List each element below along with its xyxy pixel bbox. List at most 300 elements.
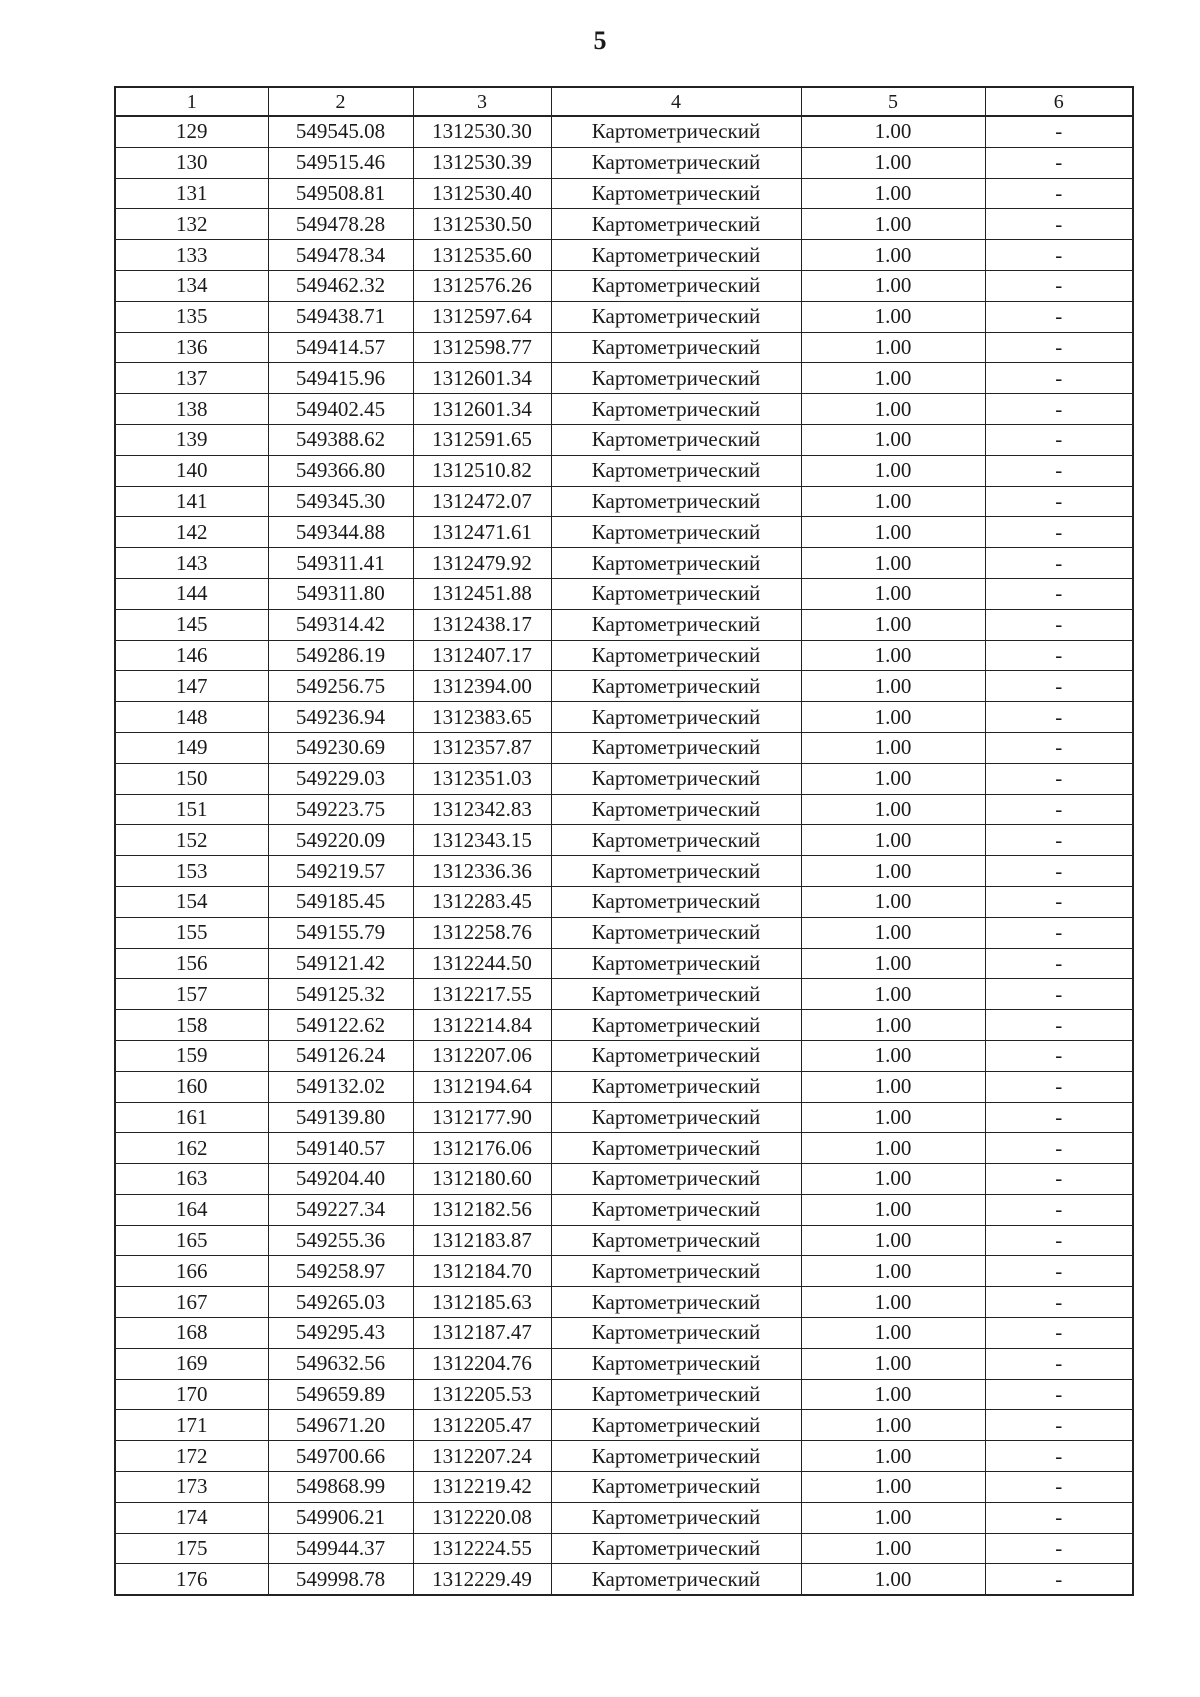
table-row [115,763,1133,794]
accuracy-cell: 1.00 [801,578,985,609]
point-number-cell: 152 [115,825,268,856]
x-coordinate-cell: 549255.36 [268,1225,413,1256]
point-number-cell: 154 [115,886,268,917]
note-cell: - [985,178,1133,209]
note-cell: - [985,732,1133,763]
method-cell: Картометрический [551,1133,801,1164]
note-cell: - [985,147,1133,178]
table-row [115,609,1133,640]
note-cell: - [985,1564,1133,1595]
y-coordinate-cell: 1312479.92 [413,548,551,579]
y-coordinate-cell: 1312219.42 [413,1472,551,1503]
x-coordinate-cell: 549219.57 [268,856,413,887]
x-coordinate-cell: 549121.42 [268,948,413,979]
note-cell: - [985,455,1133,486]
y-coordinate-cell: 1312357.87 [413,732,551,763]
note-cell: - [985,578,1133,609]
y-coordinate-cell: 1312229.49 [413,1564,551,1595]
accuracy-cell: 1.00 [801,147,985,178]
x-coordinate-cell: 549388.62 [268,424,413,455]
method-cell: Картометрический [551,979,801,1010]
table-row [115,886,1133,917]
accuracy-cell: 1.00 [801,363,985,394]
y-coordinate-cell: 1312530.39 [413,147,551,178]
x-coordinate-cell: 549256.75 [268,671,413,702]
table-row [115,732,1133,763]
point-number-cell: 157 [115,979,268,1010]
coordinates-table [114,86,1134,1596]
x-coordinate-cell: 549265.03 [268,1287,413,1318]
method-cell: Картометрический [551,1379,801,1410]
accuracy-cell: 1.00 [801,1441,985,1472]
point-number-cell: 164 [115,1194,268,1225]
method-cell: Картометрический [551,1348,801,1379]
y-coordinate-cell: 1312510.82 [413,455,551,486]
accuracy-cell: 1.00 [801,702,985,733]
note-cell: - [985,609,1133,640]
x-coordinate-cell: 549185.45 [268,886,413,917]
method-cell: Картометрический [551,794,801,825]
x-coordinate-cell: 549223.75 [268,794,413,825]
table-row [115,548,1133,579]
x-coordinate-cell: 549438.71 [268,301,413,332]
accuracy-cell: 1.00 [801,209,985,240]
column-header: 3 [413,87,551,116]
column-header: 6 [985,87,1133,116]
table-row [115,1472,1133,1503]
method-cell: Картометрический [551,825,801,856]
accuracy-cell: 1.00 [801,332,985,363]
x-coordinate-cell: 549478.28 [268,209,413,240]
table-row [115,363,1133,394]
y-coordinate-cell: 1312214.84 [413,1010,551,1041]
table-row [115,1318,1133,1349]
x-coordinate-cell: 549545.08 [268,116,413,147]
x-coordinate-cell: 549126.24 [268,1040,413,1071]
table-row [115,1410,1133,1441]
y-coordinate-cell: 1312438.17 [413,609,551,640]
y-coordinate-cell: 1312184.70 [413,1256,551,1287]
accuracy-cell: 1.00 [801,609,985,640]
method-cell: Картометрический [551,332,801,363]
accuracy-cell: 1.00 [801,979,985,1010]
note-cell: - [985,548,1133,579]
point-number-cell: 166 [115,1256,268,1287]
table-row [115,917,1133,948]
method-cell: Картометрический [551,209,801,240]
point-number-cell: 158 [115,1010,268,1041]
point-number-cell: 168 [115,1318,268,1349]
x-coordinate-cell: 549230.69 [268,732,413,763]
method-cell: Картометрический [551,1194,801,1225]
method-cell: Картометрический [551,732,801,763]
y-coordinate-cell: 1312205.53 [413,1379,551,1410]
y-coordinate-cell: 1312351.03 [413,763,551,794]
y-coordinate-cell: 1312176.06 [413,1133,551,1164]
x-coordinate-cell: 549125.32 [268,979,413,1010]
x-coordinate-cell: 549220.09 [268,825,413,856]
column-header: 2 [268,87,413,116]
note-cell: - [985,1318,1133,1349]
x-coordinate-cell: 549402.45 [268,394,413,425]
table-row [115,147,1133,178]
y-coordinate-cell: 1312394.00 [413,671,551,702]
note-cell: - [985,209,1133,240]
table-row [115,394,1133,425]
point-number-cell: 170 [115,1379,268,1410]
method-cell: Картометрический [551,301,801,332]
table-row [115,1164,1133,1195]
accuracy-cell: 1.00 [801,948,985,979]
accuracy-cell: 1.00 [801,548,985,579]
method-cell: Картометрический [551,1102,801,1133]
y-coordinate-cell: 1312601.34 [413,363,551,394]
method-cell: Картометрический [551,1256,801,1287]
table-row [115,1256,1133,1287]
accuracy-cell: 1.00 [801,886,985,917]
note-cell: - [985,1410,1133,1441]
x-coordinate-cell: 549122.62 [268,1010,413,1041]
x-coordinate-cell: 549155.79 [268,917,413,948]
table-row [115,1194,1133,1225]
point-number-cell: 140 [115,455,268,486]
note-cell: - [985,1040,1133,1071]
y-coordinate-cell: 1312601.34 [413,394,551,425]
note-cell: - [985,240,1133,271]
x-coordinate-cell: 549462.32 [268,270,413,301]
point-number-cell: 169 [115,1348,268,1379]
note-cell: - [985,1071,1133,1102]
accuracy-cell: 1.00 [801,732,985,763]
y-coordinate-cell: 1312342.83 [413,794,551,825]
table-row [115,1040,1133,1071]
note-cell: - [985,886,1133,917]
point-number-cell: 149 [115,732,268,763]
accuracy-cell: 1.00 [801,394,985,425]
point-number-cell: 135 [115,301,268,332]
y-coordinate-cell: 1312244.50 [413,948,551,979]
note-cell: - [985,1379,1133,1410]
y-coordinate-cell: 1312207.06 [413,1040,551,1071]
note-cell: - [985,917,1133,948]
note-cell: - [985,856,1133,887]
point-number-cell: 165 [115,1225,268,1256]
point-number-cell: 133 [115,240,268,271]
accuracy-cell: 1.00 [801,825,985,856]
x-coordinate-cell: 549515.46 [268,147,413,178]
note-cell: - [985,424,1133,455]
table-row [115,1102,1133,1133]
note-cell: - [985,1441,1133,1472]
y-coordinate-cell: 1312451.88 [413,578,551,609]
table-row [115,486,1133,517]
accuracy-cell: 1.00 [801,640,985,671]
note-cell: - [985,979,1133,1010]
point-number-cell: 148 [115,702,268,733]
point-number-cell: 156 [115,948,268,979]
method-cell: Картометрический [551,1564,801,1595]
table-row [115,116,1133,147]
accuracy-cell: 1.00 [801,178,985,209]
y-coordinate-cell: 1312217.55 [413,979,551,1010]
x-coordinate-cell: 549139.80 [268,1102,413,1133]
method-cell: Картометрический [551,578,801,609]
point-number-cell: 143 [115,548,268,579]
method-cell: Картометрический [551,1410,801,1441]
table-row [115,332,1133,363]
note-cell: - [985,794,1133,825]
point-number-cell: 137 [115,363,268,394]
table-row [115,1071,1133,1102]
y-coordinate-cell: 1312224.55 [413,1533,551,1564]
table-row [115,640,1133,671]
table-row [115,1379,1133,1410]
method-cell: Картометрический [551,763,801,794]
x-coordinate-cell: 549140.57 [268,1133,413,1164]
y-coordinate-cell: 1312207.24 [413,1441,551,1472]
point-number-cell: 131 [115,178,268,209]
x-coordinate-cell: 549632.56 [268,1348,413,1379]
y-coordinate-cell: 1312177.90 [413,1102,551,1133]
x-coordinate-cell: 549345.30 [268,486,413,517]
y-coordinate-cell: 1312471.61 [413,517,551,548]
point-number-cell: 161 [115,1102,268,1133]
point-number-cell: 151 [115,794,268,825]
method-cell: Картометрический [551,609,801,640]
point-number-cell: 159 [115,1040,268,1071]
table-row [115,209,1133,240]
table-body [115,116,1133,1595]
table-row [115,702,1133,733]
table-row [115,979,1133,1010]
x-coordinate-cell: 549295.43 [268,1318,413,1349]
note-cell: - [985,394,1133,425]
method-cell: Картометрический [551,1533,801,1564]
y-coordinate-cell: 1312530.40 [413,178,551,209]
table-row [115,270,1133,301]
table-row [115,1348,1133,1379]
point-number-cell: 171 [115,1410,268,1441]
note-cell: - [985,1102,1133,1133]
table-row [115,1287,1133,1318]
point-number-cell: 162 [115,1133,268,1164]
table-row [115,1441,1133,1472]
point-number-cell: 134 [115,270,268,301]
note-cell: - [985,825,1133,856]
point-number-cell: 175 [115,1533,268,1564]
x-coordinate-cell: 549204.40 [268,1164,413,1195]
table-row [115,240,1133,271]
point-number-cell: 136 [115,332,268,363]
note-cell: - [985,1010,1133,1041]
x-coordinate-cell: 549508.81 [268,178,413,209]
column-header: 1 [115,87,268,116]
y-coordinate-cell: 1312530.30 [413,116,551,147]
method-cell: Картометрический [551,1318,801,1349]
table-row [115,1133,1133,1164]
method-cell: Картометрический [551,856,801,887]
table-row [115,948,1133,979]
y-coordinate-cell: 1312283.45 [413,886,551,917]
table-row [115,578,1133,609]
y-coordinate-cell: 1312472.07 [413,486,551,517]
note-cell: - [985,671,1133,702]
table-row [115,178,1133,209]
point-number-cell: 141 [115,486,268,517]
point-number-cell: 129 [115,116,268,147]
accuracy-cell: 1.00 [801,1071,985,1102]
table-row [115,1564,1133,1595]
x-coordinate-cell: 549236.94 [268,702,413,733]
column-header: 4 [551,87,801,116]
method-cell: Картометрический [551,671,801,702]
method-cell: Картометрический [551,147,801,178]
y-coordinate-cell: 1312383.65 [413,702,551,733]
note-cell: - [985,1194,1133,1225]
table-row [115,1010,1133,1041]
method-cell: Картометрический [551,948,801,979]
method-cell: Картометрический [551,178,801,209]
table-row [115,424,1133,455]
point-number-cell: 147 [115,671,268,702]
accuracy-cell: 1.00 [801,856,985,887]
note-cell: - [985,1348,1133,1379]
note-cell: - [985,1164,1133,1195]
point-number-cell: 145 [115,609,268,640]
y-coordinate-cell: 1312204.76 [413,1348,551,1379]
method-cell: Картометрический [551,1441,801,1472]
y-coordinate-cell: 1312187.47 [413,1318,551,1349]
note-cell: - [985,1533,1133,1564]
note-cell: - [985,363,1133,394]
accuracy-cell: 1.00 [801,116,985,147]
method-cell: Картометрический [551,394,801,425]
note-cell: - [985,116,1133,147]
method-cell: Картометрический [551,1164,801,1195]
point-number-cell: 173 [115,1472,268,1503]
point-number-cell: 160 [115,1071,268,1102]
table-header [115,87,1133,116]
table-row [115,301,1133,332]
point-number-cell: 144 [115,578,268,609]
note-cell: - [985,270,1133,301]
point-number-cell: 155 [115,917,268,948]
table-row [115,671,1133,702]
accuracy-cell: 1.00 [801,455,985,486]
table-row [115,1533,1133,1564]
y-coordinate-cell: 1312597.64 [413,301,551,332]
accuracy-cell: 1.00 [801,517,985,548]
table-row [115,825,1133,856]
accuracy-cell: 1.00 [801,1256,985,1287]
accuracy-cell: 1.00 [801,1164,985,1195]
x-coordinate-cell: 549314.42 [268,609,413,640]
accuracy-cell: 1.00 [801,424,985,455]
table-row [115,455,1133,486]
note-cell: - [985,1225,1133,1256]
method-cell: Картометрический [551,640,801,671]
accuracy-cell: 1.00 [801,1348,985,1379]
method-cell: Картометрический [551,424,801,455]
point-number-cell: 174 [115,1502,268,1533]
table-row [115,1225,1133,1256]
note-cell: - [985,1256,1133,1287]
method-cell: Картометрический [551,363,801,394]
accuracy-cell: 1.00 [801,1318,985,1349]
x-coordinate-cell: 549344.88 [268,517,413,548]
accuracy-cell: 1.00 [801,917,985,948]
y-coordinate-cell: 1312258.76 [413,917,551,948]
x-coordinate-cell: 549286.19 [268,640,413,671]
method-cell: Картометрический [551,1040,801,1071]
method-cell: Картометрический [551,917,801,948]
note-cell: - [985,1133,1133,1164]
accuracy-cell: 1.00 [801,1194,985,1225]
y-coordinate-cell: 1312182.56 [413,1194,551,1225]
x-coordinate-cell: 549366.80 [268,455,413,486]
header-row [115,87,1133,116]
method-cell: Картометрический [551,1010,801,1041]
y-coordinate-cell: 1312185.63 [413,1287,551,1318]
accuracy-cell: 1.00 [801,671,985,702]
note-cell: - [985,486,1133,517]
column-header: 5 [801,87,985,116]
point-number-cell: 132 [115,209,268,240]
y-coordinate-cell: 1312183.87 [413,1225,551,1256]
y-coordinate-cell: 1312220.08 [413,1502,551,1533]
accuracy-cell: 1.00 [801,301,985,332]
x-coordinate-cell: 549414.57 [268,332,413,363]
point-number-cell: 167 [115,1287,268,1318]
y-coordinate-cell: 1312407.17 [413,640,551,671]
table-row [115,517,1133,548]
accuracy-cell: 1.00 [801,794,985,825]
method-cell: Картометрический [551,886,801,917]
table-row [115,1502,1133,1533]
note-cell: - [985,640,1133,671]
accuracy-cell: 1.00 [801,1379,985,1410]
x-coordinate-cell: 549132.02 [268,1071,413,1102]
note-cell: - [985,702,1133,733]
x-coordinate-cell: 549671.20 [268,1410,413,1441]
point-number-cell: 142 [115,517,268,548]
x-coordinate-cell: 549478.34 [268,240,413,271]
accuracy-cell: 1.00 [801,240,985,271]
x-coordinate-cell: 549868.99 [268,1472,413,1503]
accuracy-cell: 1.00 [801,1564,985,1595]
point-number-cell: 150 [115,763,268,794]
method-cell: Картометрический [551,1472,801,1503]
y-coordinate-cell: 1312194.64 [413,1071,551,1102]
method-cell: Картометрический [551,702,801,733]
x-coordinate-cell: 549415.96 [268,363,413,394]
x-coordinate-cell: 549998.78 [268,1564,413,1595]
method-cell: Картометрический [551,1225,801,1256]
method-cell: Картометрический [551,240,801,271]
method-cell: Картометрический [551,1071,801,1102]
accuracy-cell: 1.00 [801,1533,985,1564]
accuracy-cell: 1.00 [801,1010,985,1041]
y-coordinate-cell: 1312535.60 [413,240,551,271]
note-cell: - [985,1502,1133,1533]
x-coordinate-cell: 549944.37 [268,1533,413,1564]
y-coordinate-cell: 1312591.65 [413,424,551,455]
accuracy-cell: 1.00 [801,1102,985,1133]
accuracy-cell: 1.00 [801,1225,985,1256]
y-coordinate-cell: 1312576.26 [413,270,551,301]
note-cell: - [985,1472,1133,1503]
point-number-cell: 146 [115,640,268,671]
